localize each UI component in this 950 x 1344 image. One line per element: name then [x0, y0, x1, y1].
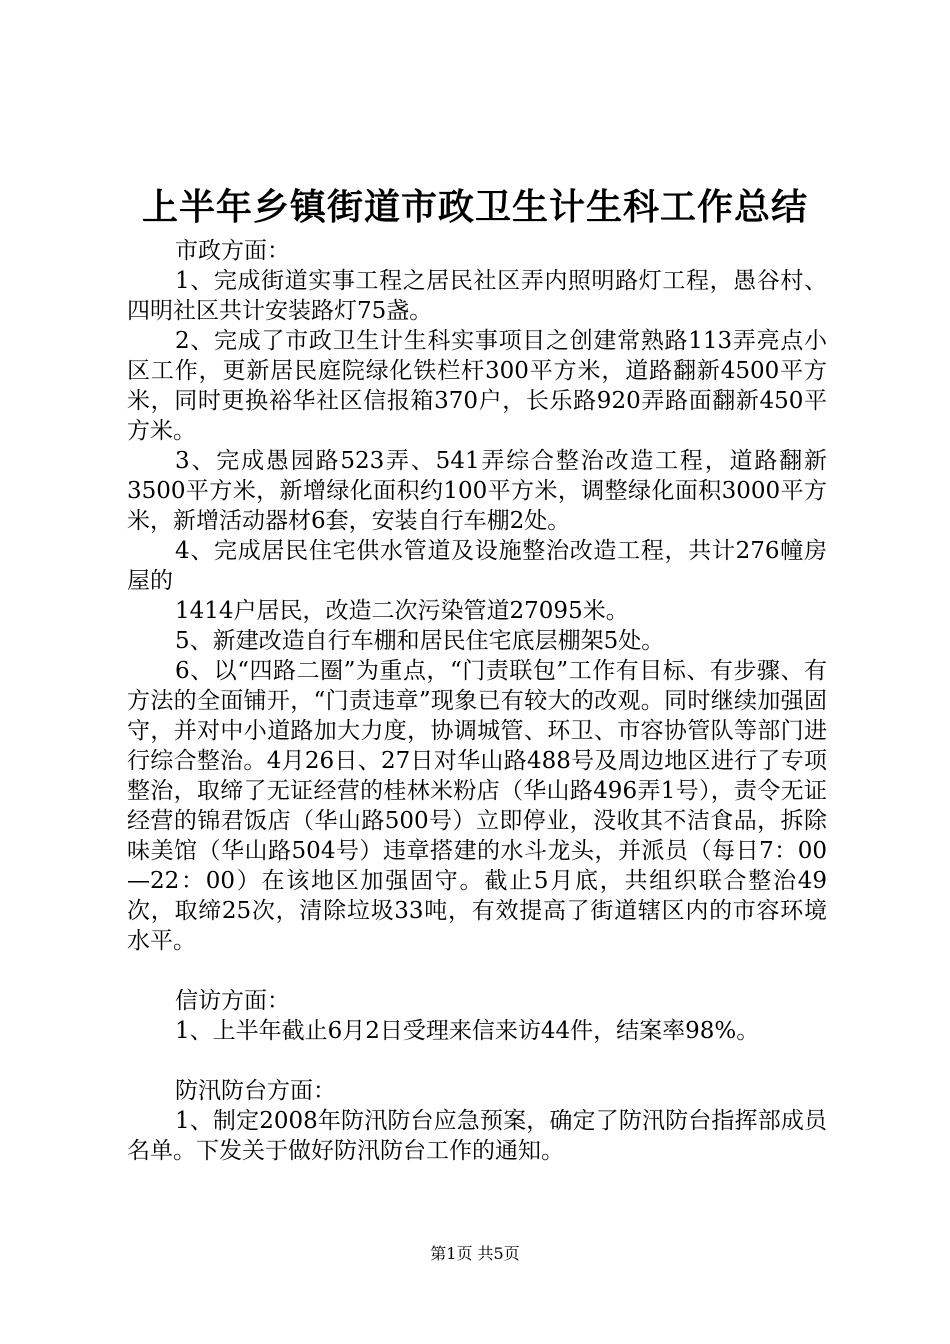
section-spacer: [127, 956, 827, 986]
paragraph-petitions-1: 1、上半年截止6月2日受理来信来访44件，结案率98%。: [175, 1018, 760, 1044]
section-spacer: [127, 1046, 827, 1076]
paragraph-municipal-4: 4、完成居民住宅供水管道及设施整治改造工程，共计276幢房屋的: [127, 538, 827, 594]
section-heading-petitions: 信访方面：: [175, 988, 290, 1014]
paragraph-municipal-5: 5、新建改造自行车棚和居民住宅底层棚架5处。: [175, 628, 665, 654]
section-heading-municipal: 市政方面：: [175, 238, 290, 264]
paragraph-municipal-1: 1、完成街道实事工程之居民社区弄内照明路灯工程，愚谷村、四明社区共计安装路灯75盏。: [127, 268, 827, 324]
document-title: 上半年乡镇街道市政卫生计生科工作总结: [141, 187, 808, 228]
document-body: [127, 236, 827, 1166]
paragraph-flood-control-1: 1、制定2008年防汛防台应急预案，确定了防汛防台指挥部成员名单。下发关于做好防汛防台工作的通知。: [127, 1108, 827, 1164]
page-number-footer: 第1页 共5页: [430, 1244, 520, 1263]
paragraph-municipal-4-continued: 1414户居民，改造二次污染管道27095米。: [175, 598, 629, 624]
section-heading-flood-control: 防汛防台方面：: [175, 1078, 336, 1104]
paragraph-municipal-2: 2、完成了市政卫生计生科实事项目之创建常熟路113弄亮点小区工作，更新居民庭院绿化铁栏杆300平方米，道路翻新4500平方米，同时更换裕华社区信报箱370户，长乐路920弄路面翻新450平方米。: [127, 328, 827, 444]
paragraph-municipal-3: 3、完成愚园路523弄、541弄综合整治改造工程，道路翻新3500平方米，新增绿化面积约100平方米，调整绿化面积3000平方米，新增活动器材6套，安装自行车棚2处。: [127, 448, 827, 534]
paragraph-municipal-6: 6、以“四路二圈”为重点，“门责联包”工作有目标、有步骤、有方法的全面铺开，“门责违章”现象已有较大的改观。同时继续加强固守，并对中小道路加大力度，协调城管、环卫、市容协管队等部门进行综合整治。4月26日、27日对华山路488号及周边地区进行了专项整治，取缔了无证经营的桂林米粉店（华山路496弄1号），责令无证经营的锦君饭店（华山路500号）立即停业，没收其不洁食品，拆除味美馆（华山路504号）违章搭建的水斗龙头，并派员（每日7：00—22：00）在该地区加强固守。截止5月底，共组织联合整治49次，取缔25次，清除垃圾33吨，有效提高了街道辖区内的市容环境水平。: [127, 658, 827, 954]
